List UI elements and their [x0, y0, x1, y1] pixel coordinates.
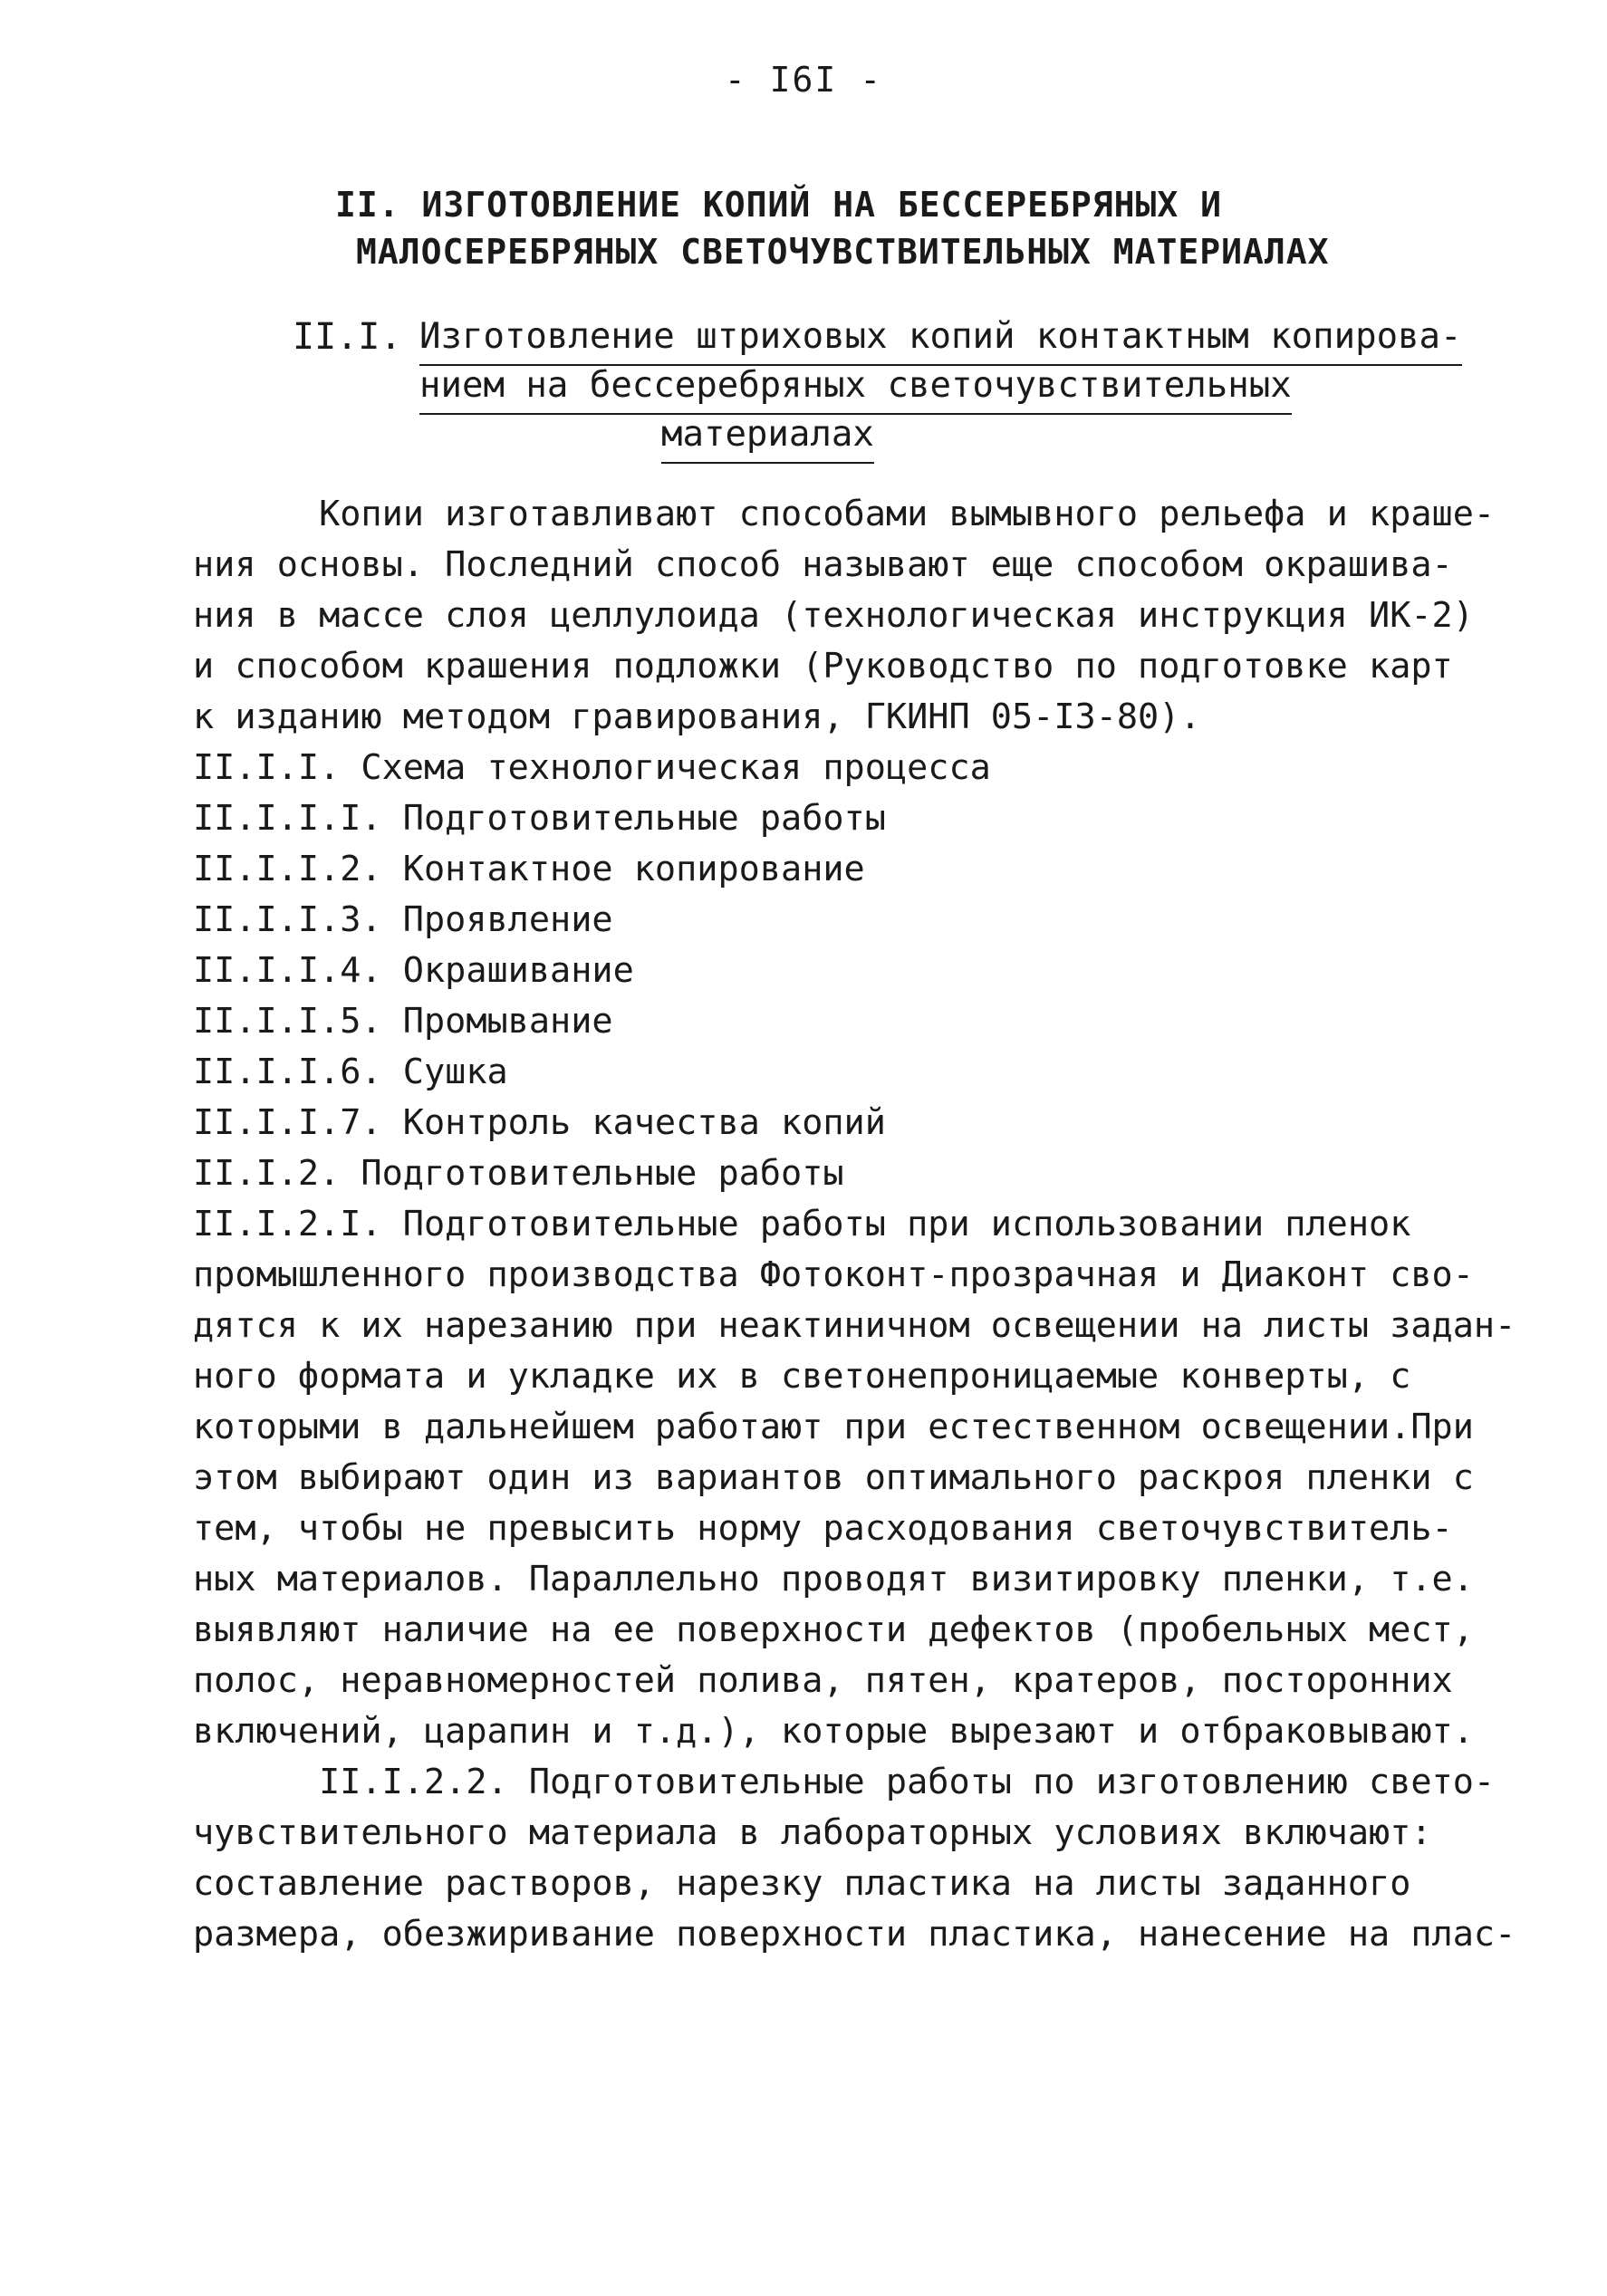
section-number: II.I.	[293, 316, 402, 358]
text-line: II.I.I.5. Промывание	[193, 1001, 613, 1042]
text-line: и способом крашения подложки (Руководство по подготовке карт	[193, 646, 1453, 687]
text-line: к изданию методом гравирования, ГКИНП 05-I3-80).	[193, 696, 1201, 737]
text-line: полос, неравномерностей полива, пятен, кратеров, посторонних	[193, 1660, 1453, 1701]
text-line: чувствительного материала в лабораторных условиях включают:	[193, 1812, 1432, 1853]
text-line: II.I.I.6. Сушка	[193, 1052, 508, 1092]
text-line: этом выбирают один из вариантов оптимального раскроя пленки с	[193, 1457, 1474, 1498]
text-line: включений, царапин и т.д.), которые вырезают и отбраковывают.	[193, 1711, 1474, 1752]
text-line: II.I.I.I. Подготовительные работы	[193, 798, 886, 839]
text-line: ных материалов. Параллельно проводят визитировку пленки, т.е.	[193, 1559, 1474, 1600]
text-line: Копии изготавливают способами вымывного рельефа и краше-	[193, 494, 1496, 534]
section-title-line-1: Изготовление штриховых копий контактным копирова-	[419, 312, 1462, 366]
text-line: II.I.2. Подготовительные работы	[193, 1153, 844, 1194]
text-line: тем, чтобы не превысить норму расходования светочувствитель-	[193, 1508, 1453, 1549]
section-title-line-3: материалах	[661, 409, 874, 464]
text-line: дятся к их нарезанию при неактиничном освещении на листы задан-	[193, 1305, 1516, 1346]
text-line: II.I.I. Схема технологическая процесса	[193, 747, 991, 788]
chapter-title-line-1: II. ИЗГОТОВЛЕНИЕ КОПИЙ НА БЕССЕРЕБРЯНЫХ И	[335, 185, 1222, 225]
text-line: которыми в дальнейшем работают при естественном освещении.При	[193, 1407, 1474, 1447]
text-line: ного формата и укладке их в светонепроницаемые конверты, с	[193, 1356, 1411, 1397]
text-line: II.I.I.4. Окрашивание	[193, 950, 634, 991]
text-line: II.I.I.7. Контроль качества копий	[193, 1102, 886, 1143]
text-line: II.I.2.2. Подготовительные работы по изготовлению свето-	[193, 1762, 1496, 1802]
text-line: выявляют наличие на ее поверхности дефектов (пробельных мест,	[193, 1609, 1474, 1650]
page-number: - I6I -	[724, 60, 883, 100]
text-line: ния основы. Последний способ называют еще способом окрашива-	[193, 544, 1453, 585]
text-line: размера, обезжиривание поверхности пластика, нанесение на плас-	[193, 1914, 1516, 1955]
text-line: промышленного производства Фотоконт-прозрачная и Диаконт сво-	[193, 1254, 1474, 1295]
section-title-line-2: нием на бессеребряных светочувствительных	[419, 360, 1292, 415]
text-line: II.I.I.3. Проявление	[193, 899, 613, 940]
text-line: ния в массе слоя целлулоида (технологическая инструкция ИК-2)	[193, 595, 1474, 636]
text-line: II.I.2.I. Подготовительные работы при использовании пленок	[193, 1204, 1411, 1244]
text-line: составление растворов, нарезку пластика на листы заданного	[193, 1863, 1411, 1904]
chapter-title-line-2: МАЛОСЕРЕБРЯНЫХ СВЕТОЧУВСТВИТЕЛЬНЫХ МАТЕРИАЛАХ	[356, 232, 1330, 272]
text-line: II.I.I.2. Контактное копирование	[193, 849, 865, 889]
